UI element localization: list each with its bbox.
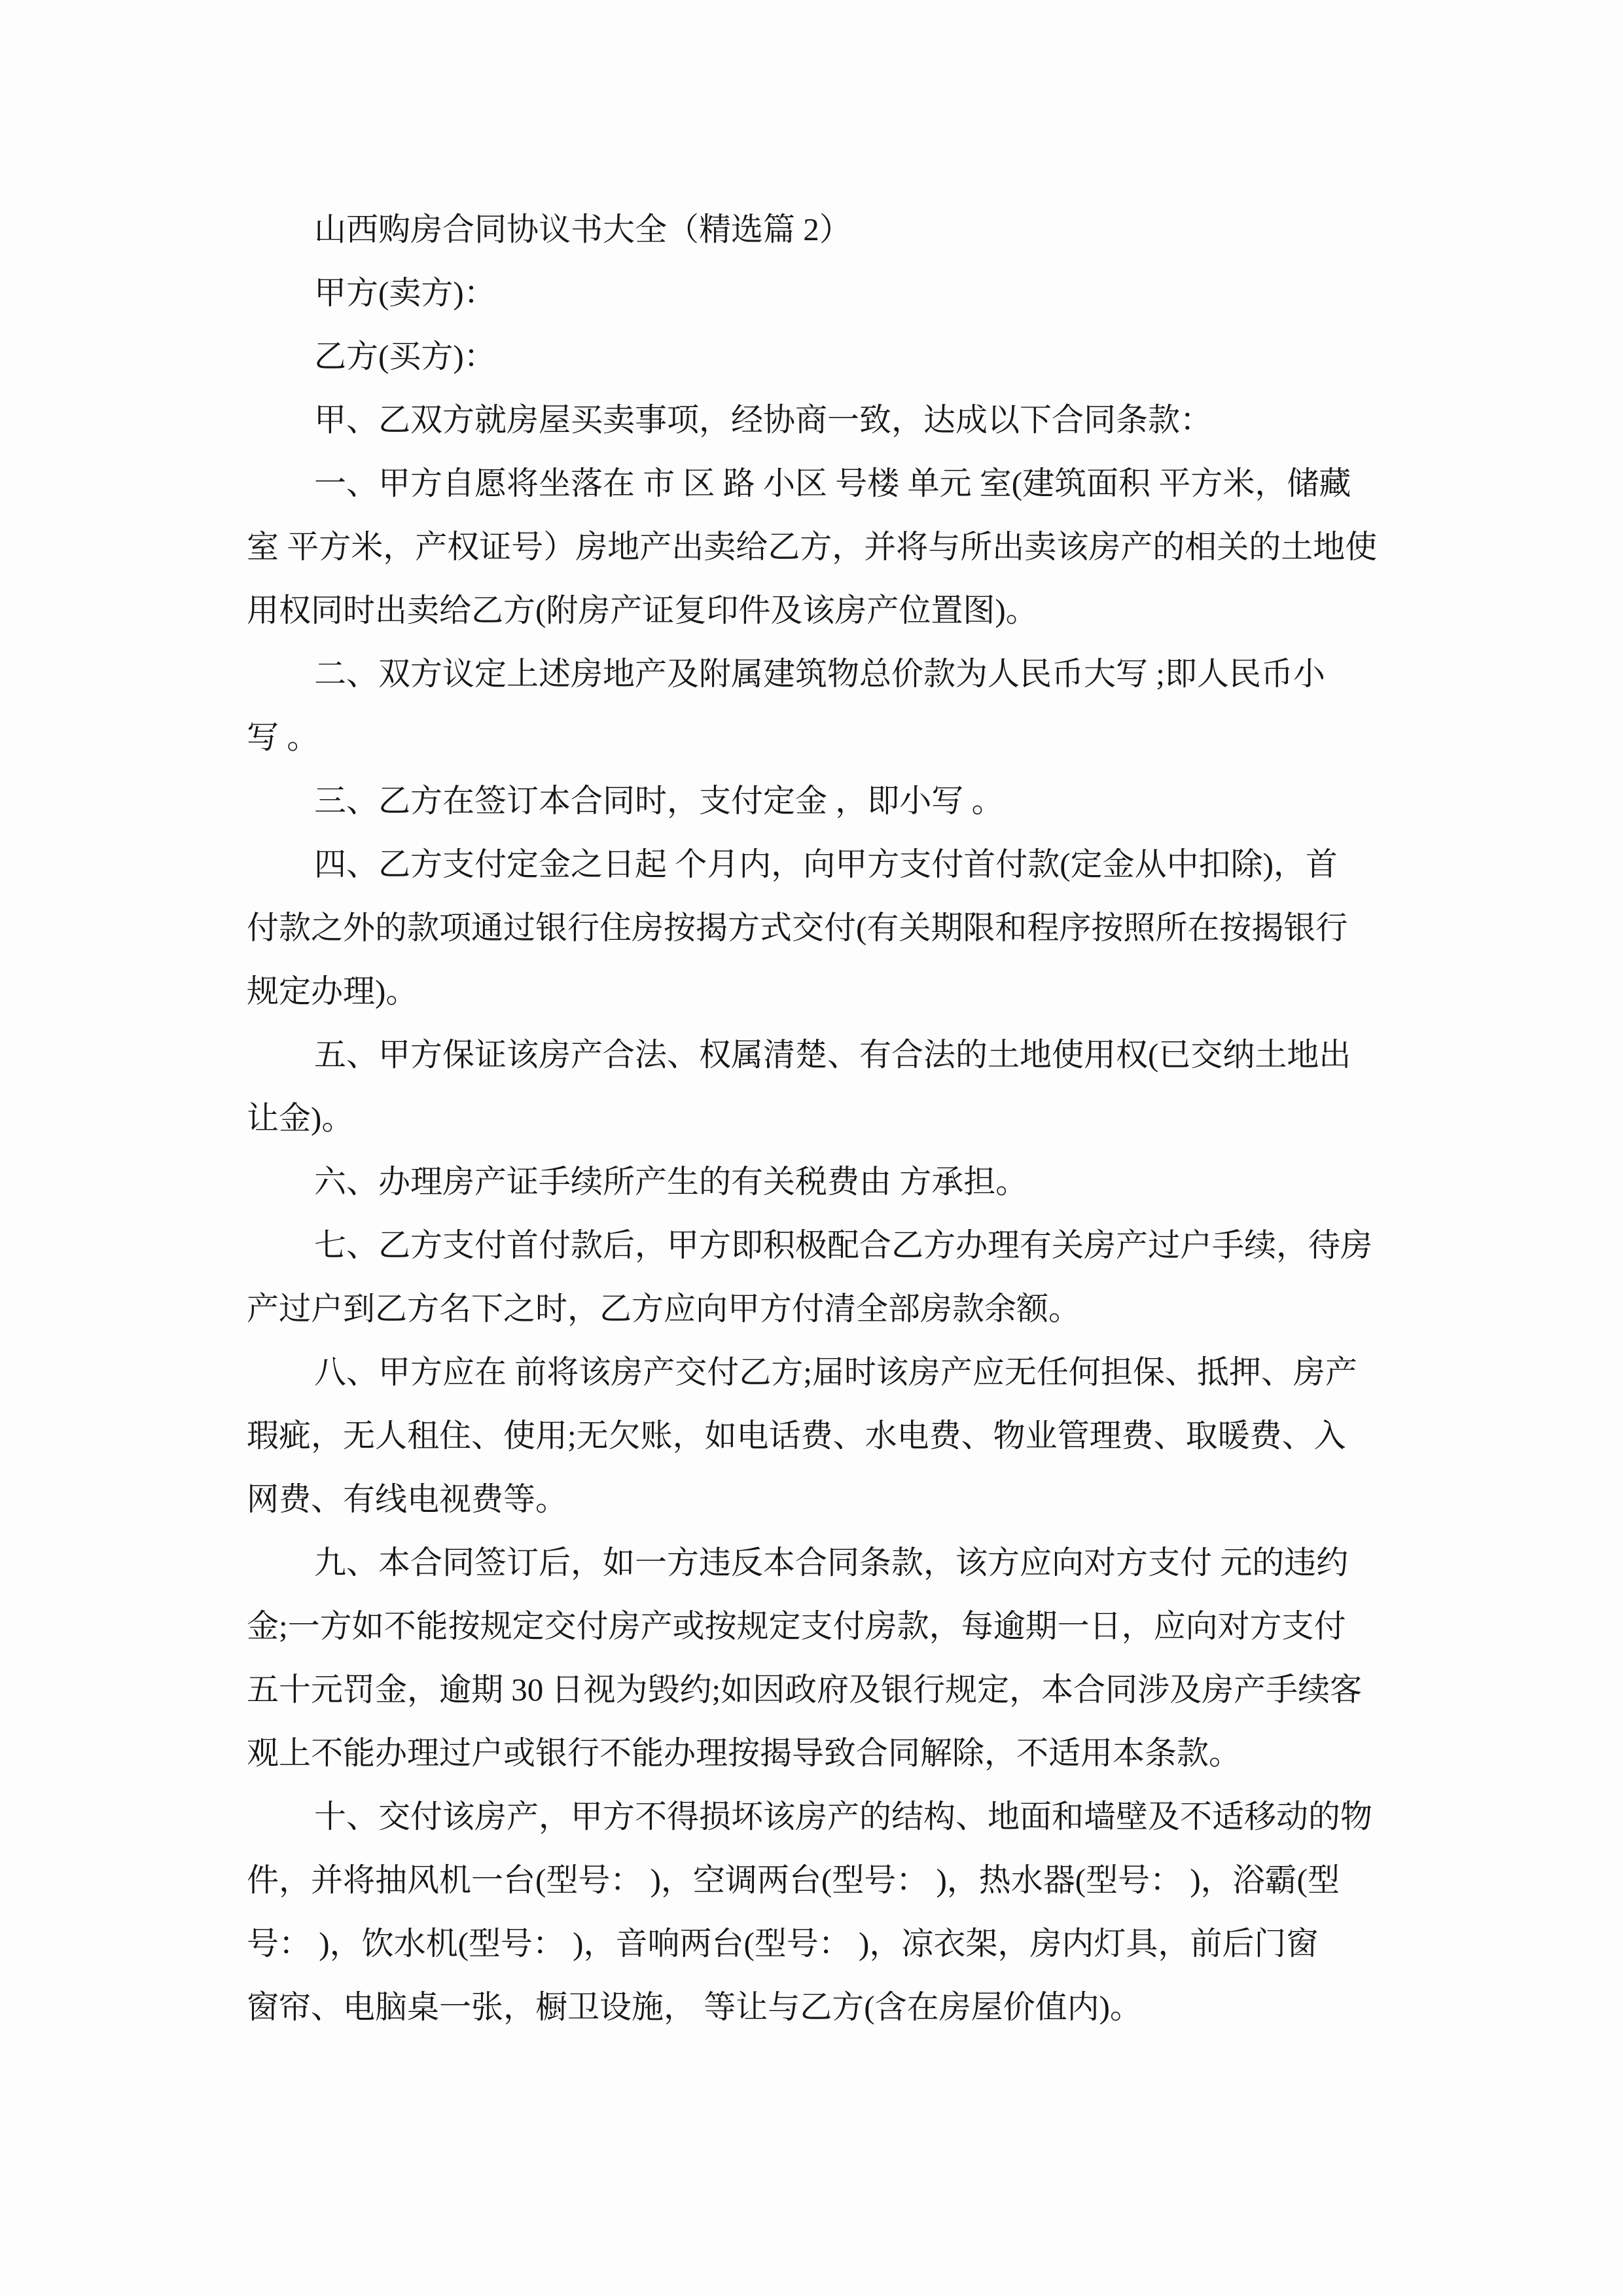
text-line-clause2-cont: 写 。 xyxy=(247,719,319,755)
text-line-clause1: 一、甲方自愿将坐落在 市 区 路 小区 号楼 单元 室(建筑面积 平方米，储藏 xyxy=(314,465,1351,501)
text-line-clause5: 五、甲方保证该房产合法、权属清楚、有合法的土地使用权(已交纳土地出 xyxy=(314,1037,1351,1073)
text-line-clause9-cont: 五十元罚金，逾期 30 日视为毁约;如因政府及银行规定，本合同涉及房产手续客 xyxy=(247,1672,1363,1708)
text-line-party-b: 乙方(买方)： xyxy=(314,338,496,374)
text-line-clause10-cont: 号： )，饮水机(型号： )，音响两台(型号： )，凉衣架，房内灯具，前后门窗 xyxy=(247,1926,1319,1962)
text-line-clause1-cont: 室 平方米，产权证号）房地产出卖给乙方，并将与所出卖该房产的相关的土地使 xyxy=(247,529,1378,565)
text-line-party-a: 甲方(卖方)： xyxy=(314,275,496,311)
text-line-clause10: 十、交付该房产，甲方不得损坏该房产的结构、地面和墙壁及不适移动的物 xyxy=(314,1799,1373,1835)
text-line-clause1-cont: 用权同时出卖给乙方(附房产证复印件及该房产位置图)。 xyxy=(247,592,1038,628)
text-line-preamble: 甲、乙双方就房屋买卖事项，经协商一致，达成以下合同条款： xyxy=(314,402,1213,438)
text-line-clause7-cont: 产过户到乙方名下之时，乙方应向甲方付清全部房款余额。 xyxy=(247,1291,1081,1327)
document-title: 山西购房合同协议书大全（精选篇 2） xyxy=(314,211,851,247)
text-line-clause6: 六、办理房产证手续所产生的有关税费由 方承担。 xyxy=(314,1164,1028,1200)
text-line-clause8-cont: 瑕疵，无人租住、使用;无欠账，如电话费、水电费、物业管理费、取暖费、入 xyxy=(247,1418,1346,1454)
text-line-clause8: 八、甲方应在 前将该房产交付乙方;届时该房产应无任何担保、抵押、房产 xyxy=(314,1354,1357,1390)
text-line-clause4-cont: 付款之外的款项通过银行住房按揭方式交付(有关期限和程序按照所在按揭银行 xyxy=(247,910,1348,946)
text-line-clause4: 四、乙方支付定金之日起 个月内，向甲方支付首付款(定金从中扣除)，首 xyxy=(314,846,1338,882)
text-line-clause9: 九、本合同签订后，如一方违反本合同条款，该方应向对方支付 元的违约 xyxy=(314,1545,1349,1581)
text-line-clause10-cont: 窗帘、电脑桌一张，橱卫设施， 等让与乙方(含在房屋价值内)。 xyxy=(247,1989,1142,2025)
text-line-clause3: 三、乙方在签订本合同时，支付定金 ，即小写 。 xyxy=(314,783,1004,819)
text-line-clause8-cont: 网费、有线电视费等。 xyxy=(247,1481,568,1517)
text-line-clause9-cont: 金;一方如不能按规定交付房产或按规定支付房款，每逾期一日，应向对方支付 xyxy=(247,1608,1346,1644)
text-line-clause5-cont: 让金)。 xyxy=(247,1100,354,1136)
text-line-clause2: 二、双方议定上述房地产及附属建筑物总价款为人民币大写 ;即人民币小 xyxy=(314,656,1325,692)
text-line-clause7: 七、乙方支付首付款后，甲方即积极配合乙方办理有关房产过户手续，待房 xyxy=(314,1227,1373,1263)
contract-text-block xyxy=(247,198,1389,2039)
text-line-clause9-cont: 观上不能办理过户或银行不能办理按揭导致合同解除，不适用本条款。 xyxy=(247,1735,1241,1771)
text-line-clause4-cont: 规定办理)。 xyxy=(247,973,418,1009)
text-line-clause10-cont: 件，并将抽风机一台(型号： )，空调两台(型号： )，热水器(型号： )，浴霸(型 xyxy=(247,1862,1340,1898)
